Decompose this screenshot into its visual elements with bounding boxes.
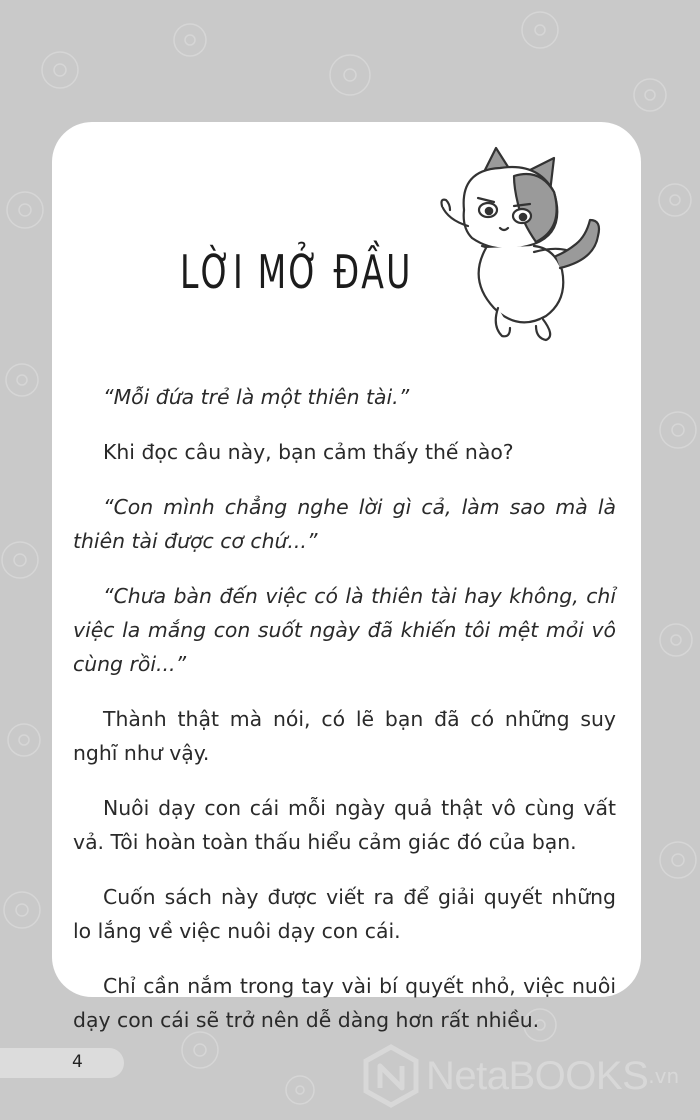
body-text [73, 380, 616, 1058]
paragraph-secrets: Chỉ cần nắm trong tay vài bí quyết nhỏ, việc nuôi dạy con cái sẽ trở nên dễ dàng hơn rất nhiều. [73, 974, 616, 1032]
page-number-tab [0, 1048, 124, 1078]
paragraph-quote-genius: “Mỗi đứa trẻ là một thiên tài.” [103, 385, 410, 409]
watermark [362, 1044, 700, 1108]
page-number: 4 [72, 1052, 83, 1072]
paragraph-question: Khi đọc câu này, bạn cảm thấy thế nào? [103, 440, 514, 464]
netabooks-logo-icon [362, 1044, 420, 1108]
page-title: LỜI MỞ ĐẦU [180, 245, 413, 299]
watermark-brand: NetaBOOKS [426, 1053, 649, 1098]
watermark-suffix: .vn [648, 1064, 680, 1088]
paragraph-quote-tired: “Chưa bàn đến việc có là thiên tài hay không, chỉ việc la mắng con suốt ngày đã khiến tôi mệt mỏi vô cùng rồi...” [73, 584, 616, 676]
paragraph-honestly: Thành thật mà nói, có lẽ bạn đã có những suy nghĩ như vậy. [73, 707, 616, 765]
paragraph-parenting-hard: Nuôi dạy con cái mỗi ngày quả thật vô cùng vất vả. Tôi hoàn toàn thấu hiểu cảm giác đó của bạn. [73, 796, 616, 854]
cat-illustration [438, 140, 610, 345]
paragraph-book-purpose: Cuốn sách này được viết ra để giải quyết những lo lắng về việc nuôi dạy con cái. [73, 885, 616, 943]
paragraph-quote-not-listening: “Con mình chẳng nghe lời gì cả, làm sao mà là thiên tài được cơ chứ...” [73, 495, 616, 553]
